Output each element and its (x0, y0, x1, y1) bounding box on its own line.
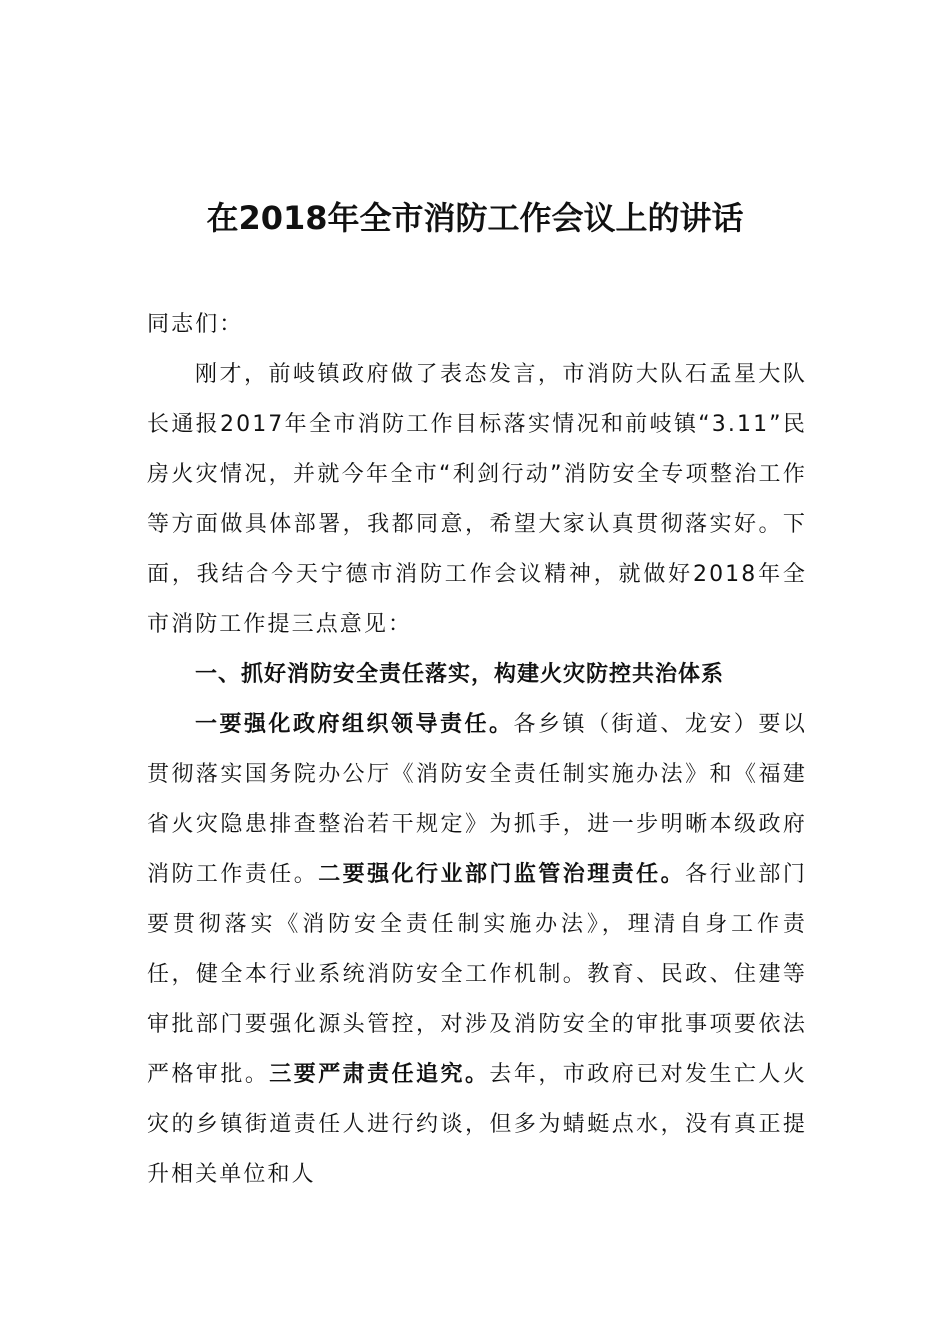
lead-phrase-1: 一要强化政府组织领导责任。 (195, 712, 514, 737)
lead-phrase-3: 三要严肃责任追究。 (269, 1062, 490, 1087)
salutation: 同志们： (147, 312, 244, 337)
lead-phrase-2: 二要强化行业部门监管治理责任。 (318, 862, 686, 887)
paragraph-text-3: 去年，市政府已对发生亡人火灾的乡镇街道责任人进行约谈，但多为蜻蜓点水，没有真正提升相关单位和人 (147, 1062, 807, 1187)
paragraph-intro: 刚才，前岐镇政府做了表态发言，市消防大队石孟星大队长通报2017年全市消防工作目标落实情况和前岐镇“3.11”民房火灾情况，并就今年全市“利剑行动”消防安全专项整治工作等方面做具体部署，我都同意，希望大家认真贯彻落实好。下面，我结合今天宁德市消防工作会议精神，就做好2018年全市消防工作提三点意见： (147, 362, 807, 637)
paragraph-text-1: 各乡镇（街道、龙安）要以贯彻落实国务院办公厅《消防安全责任制实施办法》和《福建省火灾隐患排查整治若干规定》为抓手，进一步明晰本级政府消防工作责任。 (147, 712, 808, 887)
document-body (147, 300, 807, 1200)
paragraph-responsibility (147, 700, 807, 1200)
section-heading-1: 一、抓好消防安全责任落实，构建火灾防控共治体系 (195, 662, 725, 687)
page-title: 在2018年全市消防工作会议上的讲话 (206, 199, 744, 237)
paragraph-text-2: 各行业部门要贯彻落实《消防安全责任制实施办法》，理清自身工作责任，健全本行业系统消防安全工作机制。教育、民政、住建等审批部门要强化源头管控，对涉及消防安全的审批事项要依法严格审批。 (147, 862, 807, 1087)
